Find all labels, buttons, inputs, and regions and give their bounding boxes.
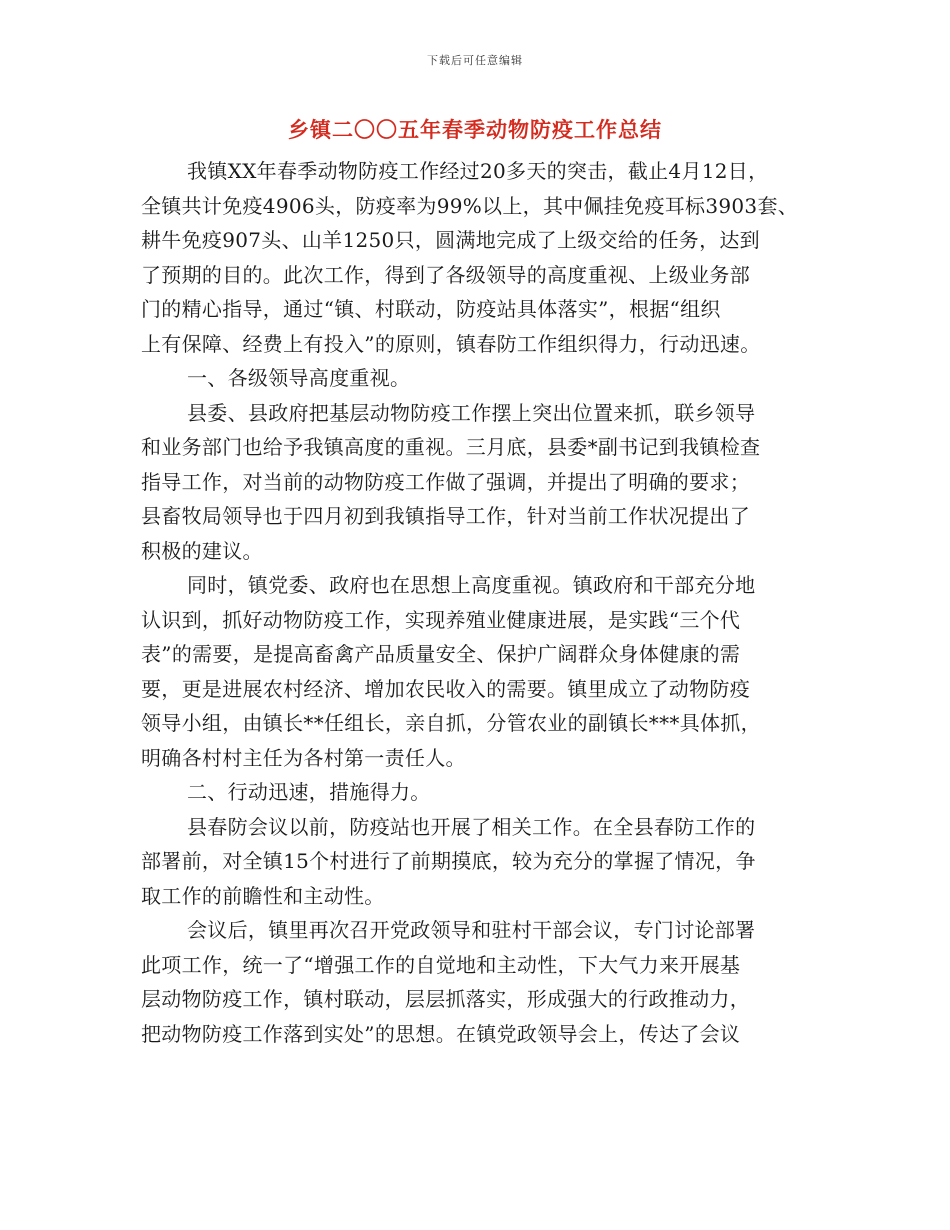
- body-line: 我镇XX年春季动物防疫工作经过20多天的突击，截止4月12日，: [187, 159, 769, 183]
- section-heading-2: 二、行动迅速，措施得力。: [187, 780, 431, 804]
- body-line: 同时，镇党委、政府也在思想上高度重视。镇政府和干部充分地: [187, 573, 756, 597]
- body-line: 层动物防疫工作，镇村联动，层层抓落实，形成强大的行政推动力，: [141, 987, 750, 1011]
- body-line: 县畜牧局领导也于四月初到我镇指导工作，针对当前工作状况提出了: [141, 504, 750, 528]
- body-line: 要，更是进展农村经济、增加农民收入的需要。镇里成立了动物防疫: [141, 676, 750, 701]
- body-line: 了预期的目的。此次工作，得到了各级领导的高度重视、上级业务部: [141, 262, 750, 287]
- body-line: 耕牛免疫907头、山羊1250只，圆满地完成了上级交给的任务，达到: [141, 228, 760, 252]
- document-body: [141, 154, 821, 1051]
- body-line: 表”的需要，是提高畜禽产品质量安全、保护广阔群众身体健康的需: [141, 642, 741, 666]
- body-line: 认识到，抓好动物防疫工作，实现养殖业健康进展，是实践“三个代: [141, 607, 741, 632]
- body-line: 把动物防疫工作落到实处”的思想。在镇党政领导会上，传达了会议: [141, 1021, 741, 1046]
- body-line: 会议后，镇里再次召开党政领导和驻村干部会议，专门讨论部署: [187, 918, 756, 942]
- header-note: 下载后可任意编辑: [427, 54, 523, 67]
- body-line: 县春防会议以前，防疫站也开展了相关工作。在全县春防工作的: [187, 814, 756, 839]
- body-line: 积极的建议。: [141, 538, 263, 563]
- body-line: 全镇共计免疫4906头，防疫率为99%以上，其中佩挂免疫耳标3903套、: [141, 193, 799, 218]
- body-line: 取工作的前瞻性和主动性。: [141, 883, 385, 908]
- body-line: 指导工作，对当前的动物防疫工作做了强调，并提出了明确的要求；: [141, 469, 750, 494]
- body-line: 明确各村村主任为各村第一责任人。: [141, 745, 466, 770]
- body-line: 上有保障、经费上有投入”的原则，镇春防工作组织得力，行动迅速。: [141, 331, 761, 356]
- body-line: 和业务部门也给予我镇高度的重视。三月底，县委*副书记到我镇检查: [141, 435, 761, 459]
- body-line: 部署前，对全镇15个村进行了前期摸底，较为充分的掌握了情况，争: [141, 849, 756, 873]
- document-title: 乡镇二〇〇五年春季动物防疫工作总结: [288, 117, 662, 142]
- body-line: 此项工作，统一了“增强工作的自觉地和主动性，下大气力来开展基: [141, 952, 741, 977]
- body-line: 门的精心指导，通过“镇、村联动，防疫站具体落实”，根据“组织: [141, 297, 721, 321]
- body-line: 县委、县政府把基层动物防疫工作摆上突出位置来抓，联乡领导: [187, 400, 756, 425]
- body-line: 领导小组，由镇长**任组长，亲自抓，分管农业的副镇长***具体抓，: [141, 711, 761, 735]
- section-heading-1: 一、各级领导高度重视。: [187, 366, 411, 390]
